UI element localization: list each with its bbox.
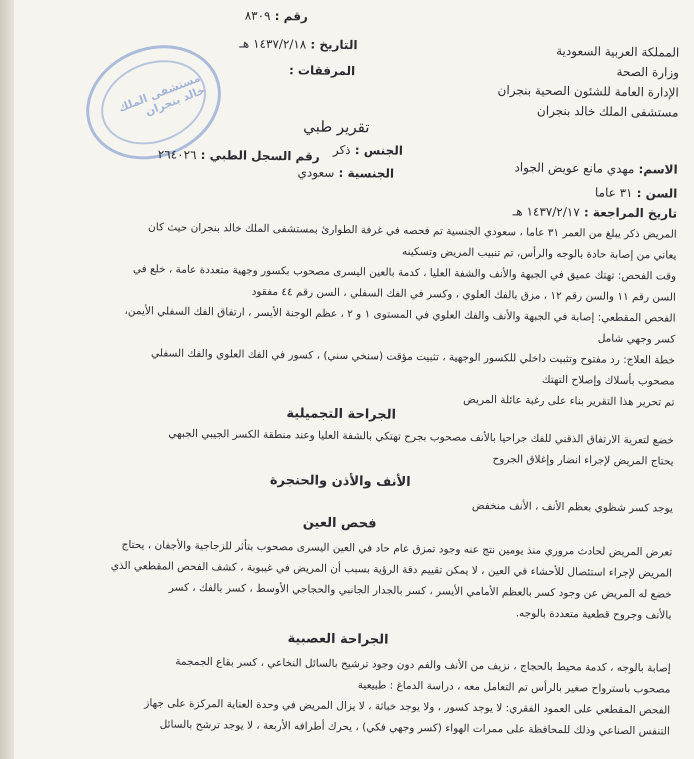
org-line: المملكة العربية السعودية — [556, 43, 680, 60]
org-line: مستشفى الملك خالد بنجران — [536, 103, 679, 120]
body-line: خطة العلاج: رد مفتوح وتثبيت داخلي للكسور الوجهية ، تثبيت مؤقت (سنخي سني) ، كسور في الفك العلوي والفك السفلي — [150, 347, 676, 367]
org-line: الإدارة العامة للشئون الصحية بنجران — [497, 83, 679, 100]
body-line: وقت الفحص: تهتك عميق في الجبهة والأنف والشفة العليا ، كدمة بالعين اليسرى مصحوب بكسور وجهية متعددة عامة ، خلع في — [132, 263, 677, 283]
body-line: كسر وجهي شامل — [597, 332, 676, 346]
age-label: السن : — [636, 186, 678, 201]
body-line: السن رقم ١١ والسن رقم ١٢ ، مزق بالفك العلوي ، وكسر في الفك السفلي ، السن رقم ٤٤ مفقود — [251, 285, 676, 304]
section-line: خضع لتعرية الارتفاق الذقني للفك جراحيا بالأنف مصحوب بجرح تهتكي بالشفة العليا وعند منطقة الكسر الجيبي الجبهي — [168, 427, 674, 447]
nationality-label: الجنسية : — [338, 165, 395, 181]
org-line: وزارة الصحة — [616, 64, 680, 80]
sex-value: ذكر — [332, 142, 351, 158]
body-line: يعاني من إصابة حادة بالوجه والرأس، تم تنبيب المريض وتسكينه — [401, 245, 677, 262]
age-row — [595, 185, 678, 200]
nationality-row — [297, 165, 394, 180]
section-line: الفحص المقطعي على العمود الفقري: لا يوجد كسور ، ولا يوجد خباثة ، لا يزال المريض في وحدة العناية المركزة على جهاز — [144, 697, 671, 717]
section-line: إصابة بالوجه ، كدمة محيط بالحجاج ، نزيف من الأنف والفم دون وجود ترشيح بالسائل النخاعي ، كسر بقاع الجمجمة — [175, 655, 671, 675]
sex-row — [333, 143, 403, 158]
report-title: تقرير طبي — [303, 117, 370, 137]
issue-date — [239, 37, 357, 53]
name-value: مهدي مانع عويض الجواد — [514, 160, 635, 177]
attachments — [289, 63, 355, 78]
sex-label: الجنس : — [354, 143, 403, 158]
ref-value: ٨٣٠٩ — [244, 8, 271, 23]
ref-number — [245, 9, 308, 24]
attachments-label: المرفقات : — [288, 63, 356, 79]
section-line: المريض لإجراء استئصال للأحشاء في العين ، لا يمكن تقييم دقة الرؤية بسبب أن المريض في غيبوبة ، كشف الفحص المقطعي الذي — [110, 559, 673, 580]
visit-date-label: تاريخ المراجعة : — [583, 205, 678, 221]
section-body — [110, 537, 672, 625]
section-body — [472, 498, 673, 518]
section-line: بالأنف وجروح قطعية متعددة بالوجه. — [515, 607, 672, 622]
age-value: ٣١ عاما — [594, 185, 633, 201]
section-line: مصحوب باسترواح صغير بالرأس تم التعامل معه ، دراسة الدماغ : طبيعية — [357, 679, 671, 696]
section-title: الجراحة التجميلية — [286, 406, 397, 423]
section-line: يوجد كسر شظوي بعظم الأنف ، الأنف منخفض — [471, 499, 674, 515]
visit-date-value: ١٤٣٧/٢/١٧ هـ — [512, 204, 580, 220]
name-label: الاسم: — [638, 162, 678, 177]
body-line: تم تحرير هذا التقرير بناء على رغبة عائلة المريض — [463, 393, 675, 409]
visit-date-row — [513, 204, 677, 220]
report-body — [123, 219, 677, 412]
body-line: مصحوب بأسلاك وإصلاح التهتك — [541, 373, 675, 388]
name-row — [514, 160, 677, 176]
section-title: الأنف والأذن والحنجرة — [269, 472, 411, 490]
body-line: المريض ذكر يبلغ من العمر ٣١ عاما ، سعودي الجنسية تم فحصه في غرفة الطوارئ بمستشفى الملك خالد بنجران حيث كان — [147, 221, 677, 241]
section-body — [168, 426, 674, 471]
section-line: يحتاج المريض لإجراء انضار وإغلاق الجروح — [492, 453, 674, 468]
date-value: ١٤٣٧/٢/١٨ هـ — [239, 36, 307, 52]
org-header — [497, 40, 679, 123]
mrn-row — [158, 147, 320, 163]
section-title: فحص العين — [302, 515, 377, 532]
ref-label: رقم : — [274, 8, 308, 24]
nationality-value: سعودي — [297, 165, 335, 180]
date-label: التاريخ : — [310, 37, 358, 53]
body-line: الفحص المقطعي: إصابة في الجبهة والأنف والفك العلوي في المستوى ١ و ٢ ، عظم الوجنة الأيسر ، ارتفاق الفك السفلي الأيمن، — [124, 304, 676, 325]
section-title: الجراحة العصبية — [287, 631, 389, 648]
section-line: التنفس الصناعي وذلك للمحافظة على ممرات الهواء (كسر وجهي فكي) ، يحرك أطرافه الأربعة ، لا يوجد ترشح بالسائل — [159, 718, 670, 738]
mrn-value: ٢٦٤٠٢٦ — [157, 147, 197, 162]
section-body — [144, 653, 671, 740]
mrn-label: رقم السجل الطبي : — [200, 147, 320, 164]
section-line: خضع له المريض عن وجود كسر بالعظم الأمامي الأيسر ، كسر بالجدار الجانبي والحجاجي الأوسط ، كسر بالفك ، كسر — [168, 581, 672, 601]
section-line: تعرض المريض لحادث مروري منذ يومين نتج عنه وجود تمزق عام حاد في العين اليسرى مصحوب بتأثر للزجاجية والأجفان ، يحتاج — [121, 538, 673, 559]
stamp-text: مستشفى الملك خالد بنجران — [89, 45, 219, 159]
